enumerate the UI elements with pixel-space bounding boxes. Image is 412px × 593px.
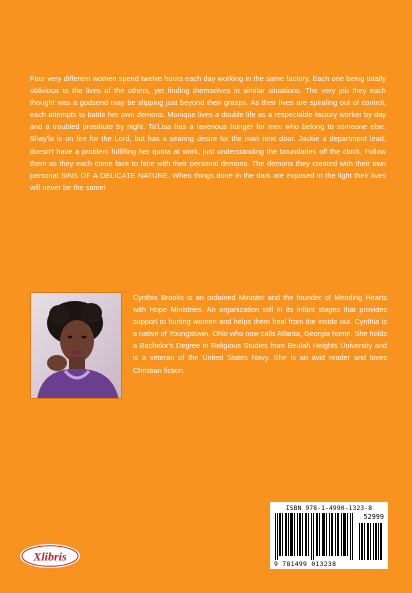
price-code: 52999 [363, 513, 384, 521]
book-blurb: Four very different women spend twelve hours each day working in the same factory. Each one being totally oblivious to the lives of the others, yet finding themselves in similar situations. The very job they each thought was a godsend may be slipping just beyond their grasps. As their lives are spiraling out of control, each attempts to battle her own demons. Monique lives a double life as a respectable factory worker by day and a troubled prostitute by night. Ta'Lisa has a ravenous hunger for men who belong to someone else. Shay'la is on fire for the Lord, but has a searing desire for the man next door. Jackie a department lead, doesn't have a problem fulfilling her quota at work, just understanding the boundaries off the clock. Follow them as they each come face to face with their personal demons. The demons they created with their own personal SINS OF A DELICATE NATURE. When things done in the dark are exposed in the light their lives will never be the same! [30, 74, 386, 192]
barcode-digits: 9 781499 013238 [274, 560, 337, 568]
svg-text:Xlibris: Xlibris [33, 549, 67, 564]
isbn-label: ISBN 978-1-4990-1323-8 [285, 505, 373, 512]
author-portrait-illustration [31, 293, 122, 399]
publisher-logo [19, 543, 81, 569]
barcode [270, 502, 388, 569]
price-barcode-bars [359, 523, 383, 560]
xlibris-logo-icon [19, 543, 81, 569]
barcode-bars [275, 513, 355, 560]
author-photo [30, 292, 122, 399]
author-bio: Cynthia Brooks is an ordained Minister and the founder of Mending Hearts with Hope Ministries. An organization still in its infant stages that provides support to hurting women and helps them heal from the inside out. Cynthia is a native of Youngstown, Ohio who now calls Atlanta, Georgia home. She holds a Bachelor's Degree in Religious Studies from Beulah Heights University and is a veteran of the United States Navy. She is an avid reader and loves Christian fiction. [133, 293, 387, 375]
